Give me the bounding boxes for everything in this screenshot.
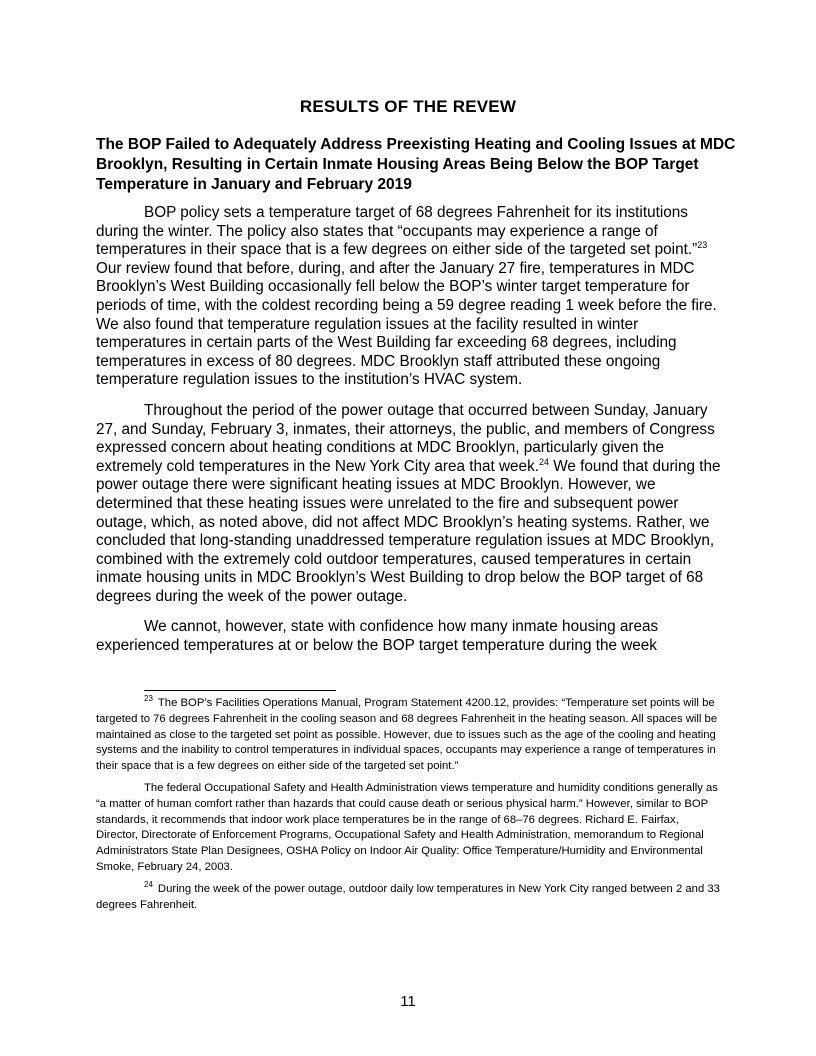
footnote-number-24: 24 <box>144 879 153 889</box>
paragraph-text: Throughout the period of the power outage that occurred between Sunday, January 27, and Sunday, February 3, inmates, their attorneys, the public, and members of Congress expressed concern about heating conditions at MDC Brooklyn, particularly given the extremely cold temperatures in the New York City area that week. <box>96 401 715 475</box>
paragraph-text: BOP policy sets a temperature target of 68 degrees Fahrenheit for its institutions during the winter. The policy also states that “occupants may experience a range of temperatures in their space that is a few degrees on either side of the targeted set point.” <box>96 204 698 259</box>
body-text <box>96 204 721 668</box>
footnote-separator <box>144 690 336 691</box>
footnote-text: The BOP’s Facilities Operations Manual, Program Statement 4200.12, provides: “Temperature set points will be targeted to 76 degrees Fahrenheit in the cooling season and 68 degrees Fahrenheit in the heating season. All spaces will be maintained as close to the targeted set point as possible. However, due to issues such as the age of the cooling and heating systems and the inability to control temperatures in individual spaces, occupants may experience a range of temperatures in their space that is a few degrees on either side of the targeted set point.” <box>96 697 718 773</box>
footnote-text: During the week of the power outage, outdoor daily low temperatures in New York City ranged between 2 and 33 degrees Fahrenheit. <box>96 882 720 911</box>
section-subheading: The BOP Failed to Adequately Address Preexisting Heating and Cooling Issues at MDC Brooklyn, Resulting in Certain Inmate Housing Areas Being Below the BOP Target Temperature in January and February 2019 <box>96 136 736 193</box>
page-number: 11 <box>400 993 416 1010</box>
footnote-24 <box>96 879 721 914</box>
section-title: RESULTS OF THE REVEW <box>299 97 517 116</box>
footnotes <box>96 696 721 919</box>
footnote-23-continued: The federal Occupational Safety and Health Administration views temperature and humidity conditions generally as “a matter of human comfort rather than hazards that could cause death or serious physical harm.” However, similar to BOP standards, it recommends that indoor work place temperatures be in the range of 68–76 degrees. Richard E. Fairfax, Director, Directorate of Enforcement Programs, Occupational Safety and Health Administration, memorandum to Regional Administrators State Plan Designees, OSHA Policy on Indoor Air Quality: Office Temperature/Humidity and Environmental Smoke, February 24, 2003. <box>96 781 718 873</box>
footnote-reference-23[interactable]: 23 <box>697 240 708 251</box>
footnote-number-23: 23 <box>144 694 153 703</box>
footnote-reference-24[interactable]: 24 <box>538 456 549 467</box>
footnote-23 <box>96 696 721 775</box>
paragraph-text: We found that during the power outage there were significant heating issues at MDC Brooklyn. However, we determined that these heating issues were unrelated to the fire and subsequent power outage, which, as noted above, did not affect MDC Brooklyn’s heating systems. Rather, we concluded that long-standing unaddressed temperature regulation issues at MDC Brooklyn, combined with the extremely cold outdoor temperatures, caused temperatures in certain inmate housing units in MDC Brooklyn’s West Building to drop below the BOP target of 68 degrees during the week of the power outage. <box>96 457 721 605</box>
body-paragraph-3: We cannot, however, state with confidence how many inmate housing areas experienced temperatures at or below the BOP target temperature during the week <box>96 618 659 655</box>
body-paragraph-2 <box>96 402 721 607</box>
paragraph-text: Our review found that before, during, and after the January 27 fire, temperatures in MDC Brooklyn’s West Building occasionally fell below the BOP’s winter target temperature for periods of time, with the coldest recording being a 59 degree reading 1 week before the fire. We also found that temperature regulation issues at the facility resulted in winter temperatures in certain parts of the West Building far exceeding 68 degrees, including temperatures in excess of 80 degrees. MDC Brooklyn staff attributed these ongoing temperature regulation issues to the institution’s HVAC system. <box>96 259 717 389</box>
body-paragraph-1 <box>96 204 721 390</box>
